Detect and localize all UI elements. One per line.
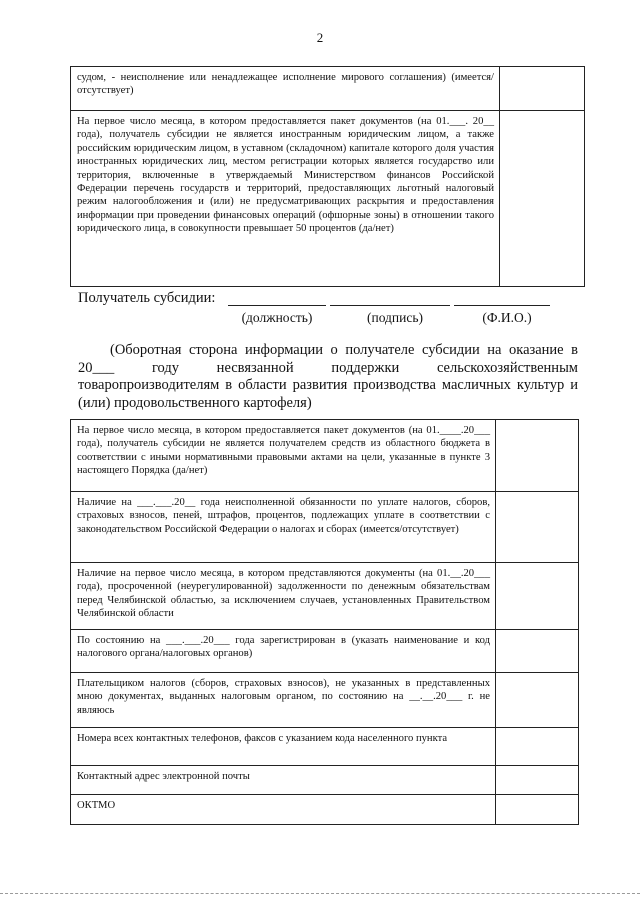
row-answer-cell[interactable] <box>500 67 585 111</box>
row-question: Плательщиком налогов (сборов, страховых взносов), не указанных в представленных мною документах, выданных налоговым органом, по состоянию на __.__.20___ г. не являюсь <box>71 673 496 728</box>
row-answer-cell[interactable] <box>496 795 579 825</box>
row-question: Контактный адрес электронной почты <box>71 766 496 795</box>
table-row <box>71 420 579 492</box>
table-row <box>71 492 579 563</box>
table-row <box>71 766 579 795</box>
row-question: На первое число месяца, в котором предоставляется пакет документов (на 01.____.20___ года), получатель субсидии не является получателем средств из областного бюджета в соответствии с иными нормативными правовыми актами на цели, указанные в пункте 3 настоящего Порядка (да/нет) <box>71 420 496 492</box>
row-question: Наличие на ___.___.20__ года неисполненной обязанности по уплате налогов, сборов, страховых взносов, пеней, штрафов, процентов, подлежащих уплате в соответствии с законодательством Российской Федерации о налогах и сборах (имеется/отсутствует) <box>71 492 496 563</box>
table-row <box>71 673 579 728</box>
row-answer-cell[interactable] <box>496 420 579 492</box>
row-question: Наличие на первое число месяца, в котором представляются документы (на 01.__.20___ года), просроченной (неурегулированной) задолженности по денежным обязательствам перед Челябинской областью, за исключением случаев, установленных Правительством Челябинской области <box>71 563 496 630</box>
table-row <box>71 563 579 630</box>
recipient-label: Получатель субсидии: <box>78 290 216 306</box>
row-answer-cell[interactable] <box>496 492 579 563</box>
table-row <box>71 67 585 111</box>
signature-block <box>78 290 558 330</box>
page-number: 2 <box>316 30 324 45</box>
info-table-back-side <box>70 419 579 825</box>
row-answer-cell[interactable] <box>496 766 579 795</box>
row-question: ОКТМО <box>71 795 496 825</box>
row-question: По состоянию на ___.___.20___ года зарегистрирован в (указать наименование и код налогового органа/налоговых органов) <box>71 630 496 673</box>
table-row <box>71 795 579 825</box>
table-row <box>71 728 579 766</box>
page-bottom-edge <box>0 893 640 894</box>
name-caption: (Ф.И.О.) <box>482 310 532 325</box>
info-table-continued <box>70 66 585 287</box>
row-question: На первое число месяца, в котором предоставляется пакет документов (на 01.___. 20__ года), получатель субсидии не является иностранным юридическим лицом, а также российским юридическим лицом, в уставном (складочном) капитале которого доля участия иностранных юридических лиц, местом регистрации которых является государство или территория, включенные в утверждаемый Министерством финансов Российской Федерации перечень государств и территорий, предоставляющих льготный налоговый режим налогообложения и (или) не предусматривающих раскрытия и предоставления информации при проведении финансовых операций (офшорные зоны) в отношении такого юридического лица, в совокупности превышает 50 процентов (да/нет) <box>71 111 500 287</box>
position-line[interactable] <box>228 305 326 306</box>
row-question: судом, - неисполнение или ненадлежащее исполнение мирового соглашения) (имеется/отсутствует) <box>71 67 500 111</box>
row-question: Номера всех контактных телефонов, факсов с указанием кода населенного пункта <box>71 728 496 766</box>
position-caption: (должность) <box>241 310 313 325</box>
row-answer-cell[interactable] <box>496 728 579 766</box>
table-row <box>71 111 585 287</box>
name-line[interactable] <box>454 305 550 306</box>
row-answer-cell[interactable] <box>496 563 579 630</box>
signature-caption: (подпись) <box>366 310 424 325</box>
signature-line[interactable] <box>330 305 450 306</box>
row-answer-cell[interactable] <box>496 673 579 728</box>
back-side-heading: (Оборотная сторона информации о получателе субсидии на оказание в 20___ году несвязанной поддержки сельскохозяйственным товаропроизводителям в области развития производства масличных культур и (или) продовольственного картофеля) <box>78 342 578 411</box>
table-row <box>71 630 579 673</box>
row-answer-cell[interactable] <box>496 630 579 673</box>
row-answer-cell[interactable] <box>500 111 585 287</box>
